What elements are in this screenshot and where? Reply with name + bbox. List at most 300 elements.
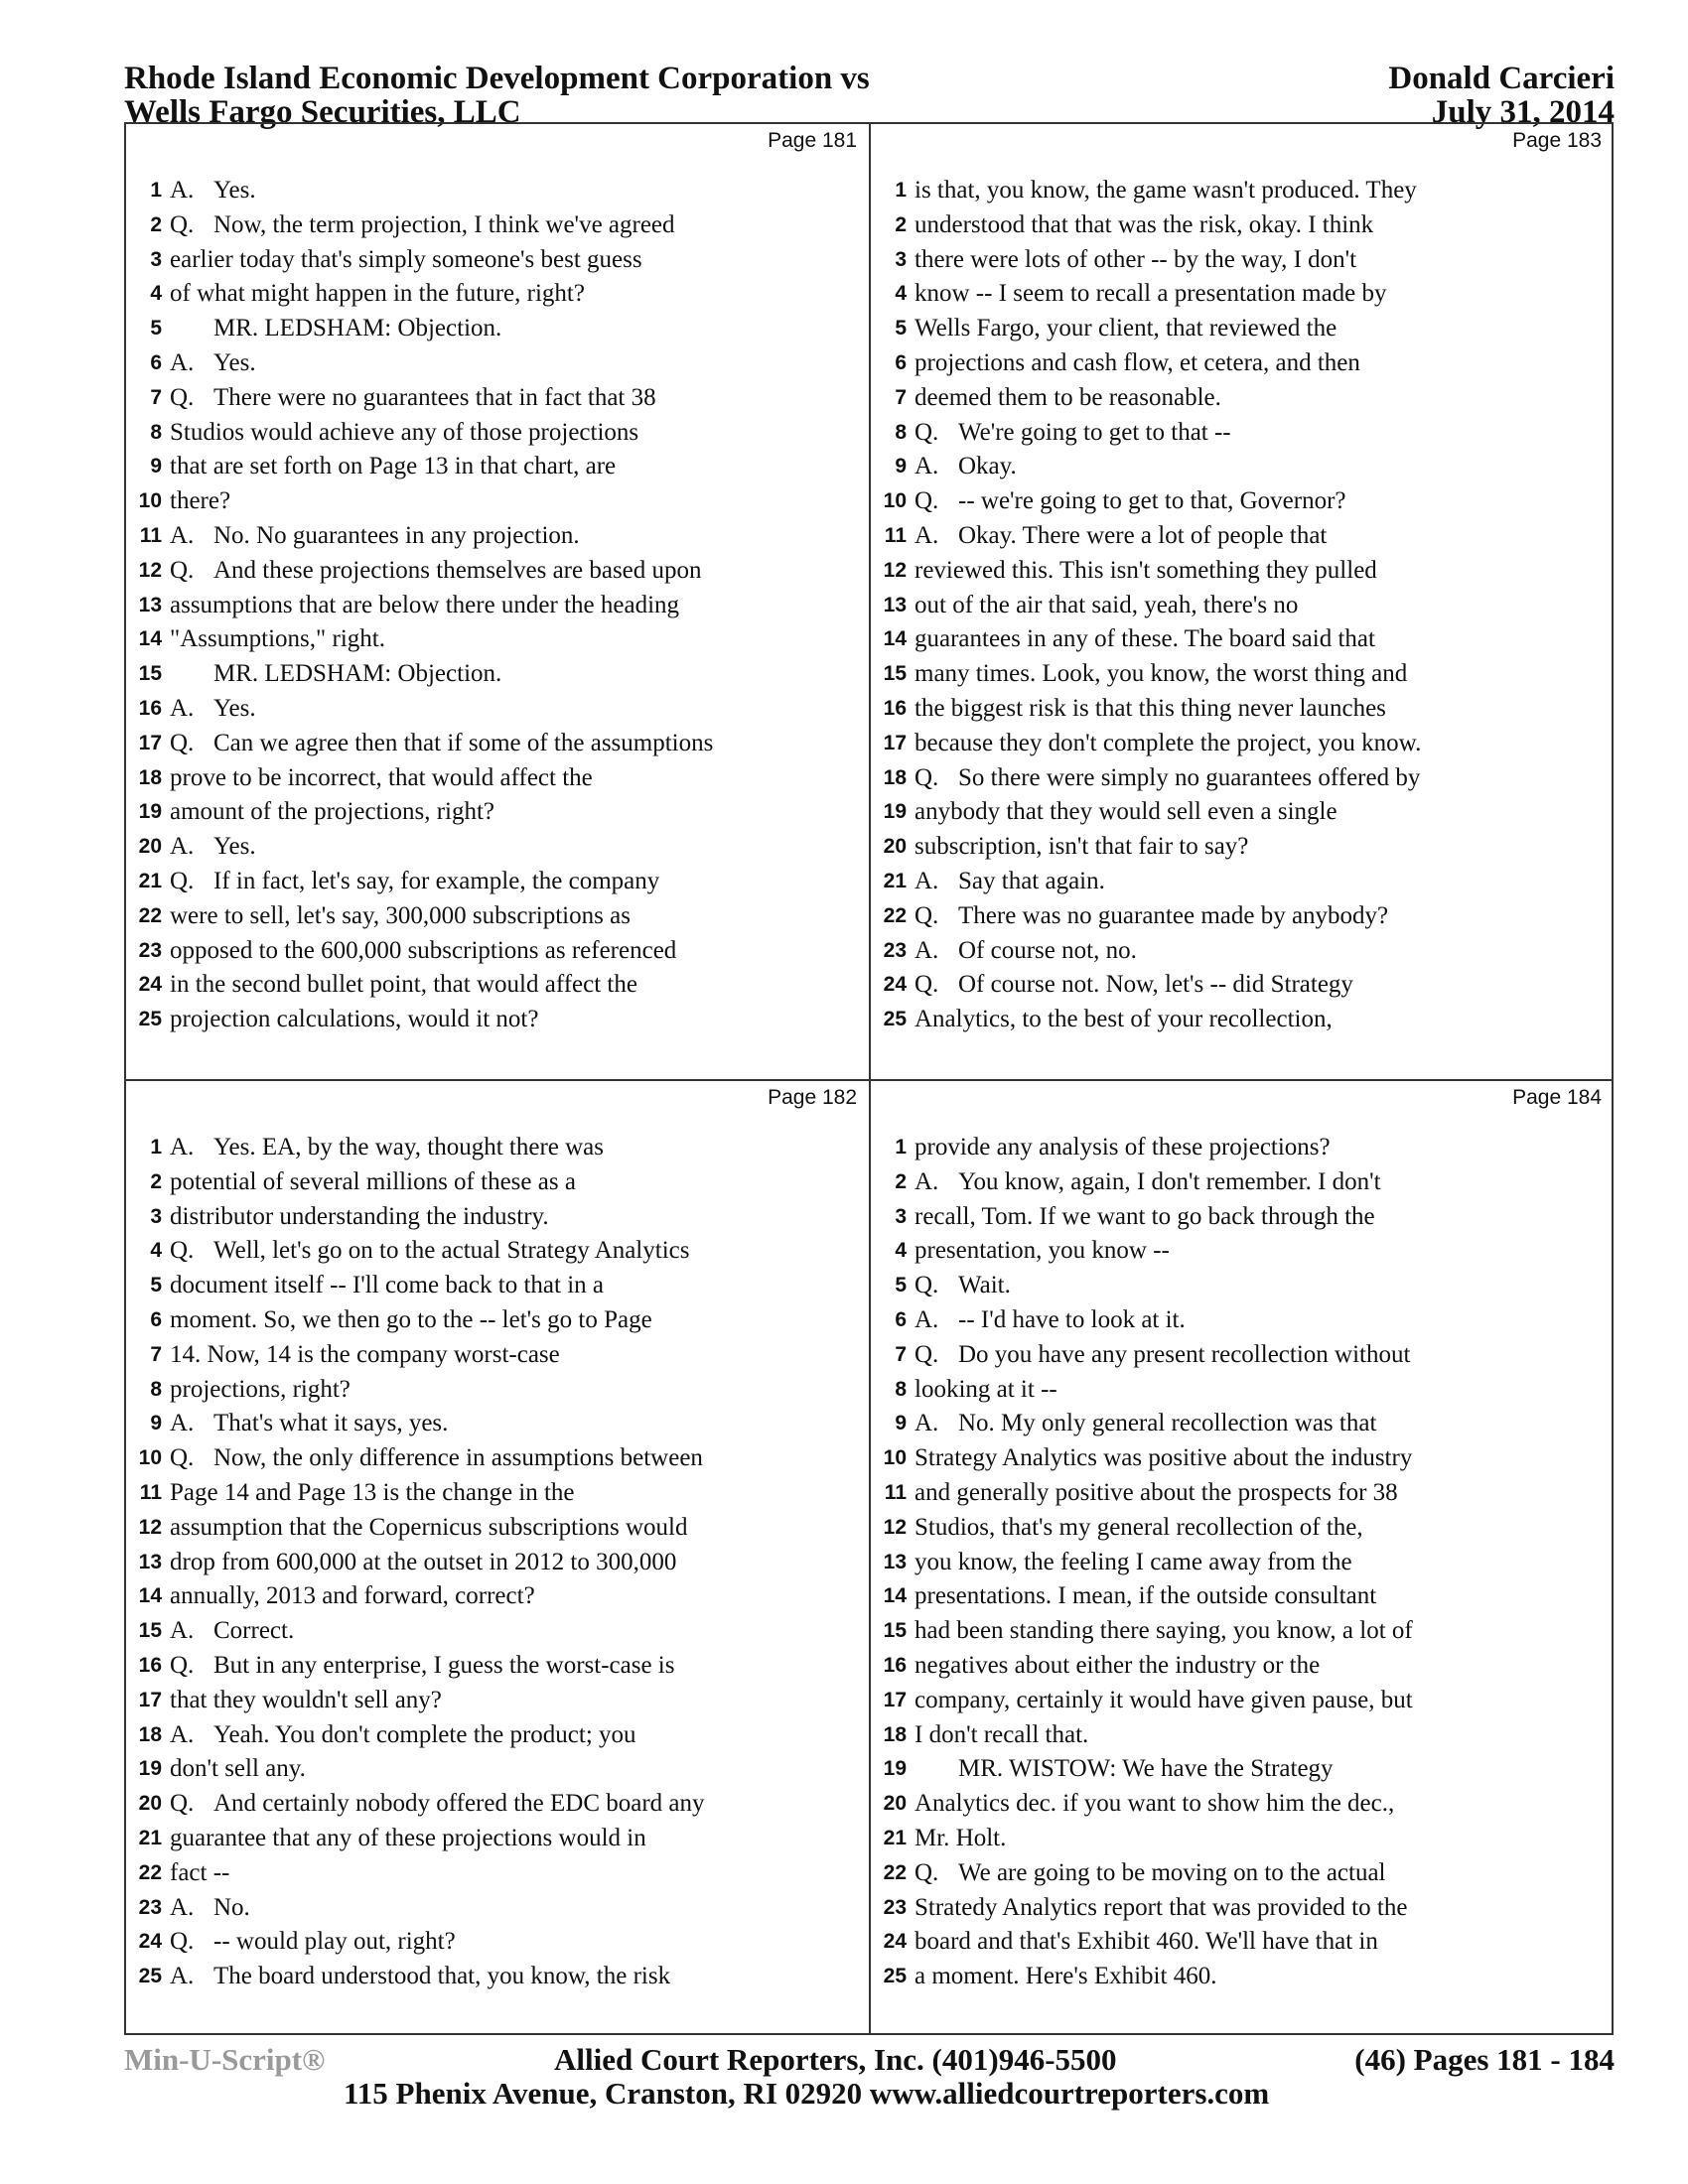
- transcript-line: [126, 174, 869, 208]
- line-number: 12: [138, 558, 162, 582]
- transcript-line: [126, 1269, 869, 1303]
- footer-address: 115 Phenix Avenue, Cranston, RI 02920 www.alliedcourtreporters.com: [344, 2076, 1270, 2111]
- line-text: many times. Look, you know, the worst thing and: [914, 660, 1408, 688]
- transcript-line: [126, 1579, 869, 1614]
- line-number: 2: [895, 1169, 907, 1193]
- line-number: 18: [138, 1722, 162, 1746]
- transcript-line: [126, 1891, 869, 1926]
- transcript-line: [871, 381, 1614, 416]
- transcript-line: [126, 934, 869, 969]
- line-number: 20: [138, 835, 162, 859]
- transcript-line: [126, 277, 869, 312]
- speaker-marker: Q.: [170, 556, 195, 584]
- line-number: 5: [150, 317, 162, 341]
- line-text: And certainly nobody offered the EDC board any: [213, 1790, 705, 1818]
- line-number: 14: [138, 627, 162, 651]
- transcript-line: [871, 727, 1614, 761]
- line-text: Yes.: [213, 177, 256, 204]
- line-number: 4: [895, 1239, 907, 1263]
- speaker-marker: Q.: [914, 418, 939, 446]
- line-number: 9: [895, 455, 907, 478]
- line-text: 14. Now, 14 is the company worst-case: [170, 1340, 560, 1368]
- transcript-line: [126, 381, 869, 416]
- line-text: No.: [213, 1893, 250, 1921]
- line-number: 12: [883, 1515, 907, 1539]
- transcript-line: [871, 1200, 1614, 1235]
- footer-brand: Min-U-Script®: [124, 2042, 326, 2077]
- line-number: 15: [138, 1619, 162, 1643]
- transcript-line: [871, 795, 1614, 830]
- line-text: Studios would achieve any of those projections: [170, 418, 639, 446]
- line-number: 22: [138, 1860, 162, 1884]
- speaker-marker: Q.: [914, 1340, 939, 1368]
- line-number: 23: [138, 1895, 162, 1919]
- line-number: 6: [150, 350, 162, 374]
- transcript-line: [871, 1303, 1614, 1338]
- transcript-line: [126, 1752, 869, 1787]
- transcript-line: [871, 1891, 1614, 1926]
- speaker-marker: A.: [170, 177, 195, 204]
- line-text: assumption that the Copernicus subscriptions would: [170, 1513, 688, 1541]
- line-text: drop from 600,000 at the outset in 2012 to 300,000: [170, 1548, 677, 1575]
- transcript-line: [126, 1165, 869, 1200]
- line-number: 18: [138, 765, 162, 789]
- line-number: 24: [138, 973, 162, 997]
- line-number: 8: [150, 420, 162, 444]
- line-text: had been standing there saying, you know, a lot of: [914, 1617, 1413, 1645]
- line-text: board and that's Exhibit 460. We'll have that in: [914, 1928, 1378, 1956]
- line-text: of what might happen in the future, right?: [170, 280, 585, 308]
- line-number: 3: [895, 247, 907, 271]
- line-text: provide any analysis of these projections?: [914, 1134, 1331, 1160]
- line-number: 20: [138, 1792, 162, 1816]
- speaker-marker: Q.: [170, 729, 195, 756]
- transcript-line: [871, 1269, 1614, 1303]
- line-text: Okay. There were a lot of people that: [958, 521, 1328, 549]
- transcript-line: [126, 346, 869, 381]
- line-text: is that, you know, the game wasn't produced. They: [914, 177, 1417, 204]
- speaker-marker: Q.: [170, 867, 195, 894]
- transcript-line: [126, 1822, 869, 1856]
- transcript-lines: [126, 1131, 869, 1994]
- deponent-name: Donald Carcieri: [1388, 61, 1615, 96]
- transcript-line: [126, 1511, 869, 1546]
- line-text: don't sell any.: [170, 1755, 306, 1783]
- line-text: I don't recall that.: [914, 1720, 1089, 1748]
- speaker-marker: Q.: [170, 1651, 195, 1679]
- speaker-marker: A.: [170, 1410, 195, 1437]
- line-text: Mr. Holt.: [914, 1824, 1007, 1851]
- line-number: 25: [138, 1965, 162, 1988]
- transcript-line: [871, 830, 1614, 865]
- speaker-marker: Q.: [914, 901, 939, 929]
- transcript-line: [126, 1303, 869, 1338]
- transcript-line: [126, 795, 869, 830]
- line-text: subscription, isn't that fair to say?: [914, 833, 1249, 861]
- transcript-line: [871, 1511, 1614, 1546]
- line-number: 1: [150, 1136, 162, 1159]
- line-text: negatives about either the industry or the: [914, 1651, 1321, 1679]
- transcript-line: [871, 450, 1614, 484]
- line-text: annually, 2013 and forward, correct?: [170, 1582, 535, 1610]
- line-text: distributor understanding the industry.: [170, 1202, 549, 1230]
- line-number: 11: [884, 1480, 907, 1504]
- line-text: Wait.: [958, 1272, 1011, 1299]
- line-text: guarantee that any of these projections would in: [170, 1824, 646, 1851]
- transcript-line: [871, 174, 1614, 208]
- speaker-marker: A.: [914, 521, 939, 549]
- transcript-line: [126, 1546, 869, 1580]
- line-number: 12: [138, 1515, 162, 1539]
- line-number: 16: [883, 696, 907, 720]
- line-text: earlier today that's simply someone's best guess: [170, 245, 642, 273]
- transcript-line: [871, 1003, 1614, 1037]
- line-text: fact --: [170, 1858, 230, 1886]
- line-text: Of course not. Now, let's -- did Strategy: [958, 971, 1353, 999]
- line-number: 20: [883, 835, 907, 859]
- line-text: The board understood that, you know, the risk: [213, 1963, 671, 1990]
- line-text: But in any enterprise, I guess the worst-case is: [213, 1651, 675, 1679]
- line-text: MR. WISTOW: We have the Strategy: [958, 1755, 1334, 1783]
- line-number: 3: [895, 1204, 907, 1228]
- line-number: 10: [138, 1446, 162, 1470]
- speaker-marker: A.: [170, 1617, 195, 1645]
- transcript-line: [871, 1407, 1614, 1441]
- line-number: 15: [883, 662, 907, 686]
- transcript-line: [126, 1856, 869, 1891]
- line-text: There was no guarantee made by anybody?: [958, 901, 1389, 929]
- transcript-line: [871, 554, 1614, 589]
- line-number: 10: [138, 489, 162, 513]
- speaker-marker: Q.: [914, 1858, 939, 1886]
- line-number: 2: [150, 1169, 162, 1193]
- line-text: We are going to be moving on to the actual: [958, 1858, 1386, 1886]
- speaker-marker: Q.: [170, 383, 195, 411]
- line-number: 25: [883, 1008, 907, 1031]
- line-number: 23: [138, 938, 162, 962]
- line-number: 19: [138, 800, 162, 824]
- line-number: 15: [138, 662, 162, 686]
- transcript-page: [126, 124, 869, 1079]
- line-number: 24: [883, 973, 907, 997]
- line-text: No. No guarantees in any projection.: [213, 521, 580, 549]
- line-number: 6: [895, 1307, 907, 1331]
- transcript-line: [126, 1684, 869, 1718]
- line-number: 9: [150, 1412, 162, 1435]
- transcript-line: [871, 208, 1614, 243]
- line-number: 19: [883, 1757, 907, 1781]
- case-caption-line2: Wells Fargo Securities, LLC: [124, 94, 521, 130]
- transcript-line: [871, 968, 1614, 1003]
- transcript-line: [126, 243, 869, 278]
- transcript-line: [126, 312, 869, 346]
- line-text: Yes.: [213, 348, 256, 376]
- line-text: Analytics dec. if you want to show him the dec.,: [914, 1790, 1395, 1818]
- transcript-line: [871, 1165, 1614, 1200]
- speaker-marker: Q.: [914, 1272, 939, 1299]
- line-number: 7: [150, 1342, 162, 1366]
- transcript-line: [126, 899, 869, 934]
- line-number: 13: [138, 1550, 162, 1573]
- transcript-line: [871, 622, 1614, 657]
- line-text: moment. So, we then go to the -- let's go to Page: [170, 1305, 652, 1333]
- transcript-line: [126, 416, 869, 451]
- line-text: Okay.: [958, 453, 1017, 480]
- line-text: a moment. Here's Exhibit 460.: [914, 1963, 1217, 1990]
- line-number: 14: [138, 1584, 162, 1608]
- transcript-line: [126, 727, 869, 761]
- line-text: Page 14 and Page 13 is the change in the: [170, 1478, 575, 1506]
- line-text: Well, let's go on to the actual Strategy Analytics: [213, 1237, 690, 1265]
- line-text: projections and cash flow, et cetera, and then: [914, 348, 1360, 376]
- line-number: 10: [883, 489, 907, 513]
- transcript-line: [126, 1649, 869, 1684]
- line-number: 1: [895, 1136, 907, 1159]
- line-number: 13: [883, 1550, 907, 1573]
- line-number: 9: [895, 1412, 907, 1435]
- transcript-page: [126, 1081, 869, 2036]
- transcript-line: [871, 934, 1614, 969]
- line-text: out of the air that said, yeah, there's no: [914, 591, 1299, 618]
- transcript-lines: [871, 174, 1614, 1037]
- speaker-marker: Q.: [170, 1444, 195, 1472]
- line-text: know -- I seem to recall a presentation made by: [914, 280, 1387, 308]
- line-number: 21: [883, 869, 907, 892]
- speaker-marker: A.: [170, 521, 195, 549]
- line-number: 22: [883, 1860, 907, 1884]
- line-number: 6: [895, 350, 907, 374]
- line-text: were to sell, let's say, 300,000 subscriptions as: [170, 901, 631, 929]
- transcript-line: [871, 346, 1614, 381]
- transcript-line: [126, 865, 869, 899]
- line-text: that they wouldn't sell any?: [170, 1686, 442, 1713]
- speaker-marker: Q.: [914, 763, 939, 791]
- line-text: understood that that was the risk, okay. I think: [914, 210, 1374, 238]
- line-number: 2: [150, 212, 162, 236]
- speaker-marker: A.: [914, 936, 939, 964]
- line-number: 23: [883, 1895, 907, 1919]
- line-text: MR. LEDSHAM: Objection.: [213, 660, 502, 688]
- transcript-line: [871, 1546, 1614, 1580]
- transcript-line: [871, 1373, 1614, 1408]
- line-text: Can we agree then that if some of the assumptions: [213, 729, 714, 756]
- transcript-line: [126, 761, 869, 796]
- line-number: 7: [150, 385, 162, 409]
- transcript-line: [871, 312, 1614, 346]
- transcript-grid: [124, 122, 1614, 2035]
- speaker-marker: Q.: [914, 971, 939, 999]
- speaker-marker: A.: [914, 867, 939, 894]
- transcript-line: [871, 519, 1614, 554]
- line-number: 18: [883, 1722, 907, 1746]
- line-number: 3: [150, 1204, 162, 1228]
- line-text: Do you have any present recollection without: [958, 1340, 1411, 1368]
- line-text: There were no guarantees that in fact that 38: [213, 383, 656, 411]
- line-text: guarantees in any of these. The board said that: [914, 625, 1375, 653]
- line-number: 22: [883, 903, 907, 927]
- transcript-line: [126, 657, 869, 692]
- line-text: company, certainly it would have given pause, but: [914, 1686, 1413, 1713]
- line-text: Now, the term projection, I think we've agreed: [213, 210, 675, 238]
- speaker-marker: A.: [914, 1305, 939, 1333]
- line-number: 7: [895, 385, 907, 409]
- line-number: 1: [895, 179, 907, 202]
- deposition-date: July 31, 2014: [1431, 94, 1615, 130]
- transcript-line: [126, 554, 869, 589]
- line-number: 15: [883, 1619, 907, 1643]
- line-text: Strategy Analytics was positive about the industry: [914, 1444, 1413, 1472]
- line-text: assumptions that are below there under the heading: [170, 591, 680, 618]
- line-text: projections, right?: [170, 1375, 351, 1403]
- transcript-line: [871, 1787, 1614, 1822]
- line-number: 17: [138, 731, 162, 754]
- transcript-line: [871, 1925, 1614, 1960]
- transcript-line: [126, 589, 869, 623]
- line-number: 11: [139, 523, 162, 547]
- line-number: 21: [138, 869, 162, 892]
- transcript-line: [126, 830, 869, 865]
- line-text: prove to be incorrect, that would affect the: [170, 763, 593, 791]
- transcript-line: [126, 1003, 869, 1037]
- line-number: 4: [150, 1239, 162, 1263]
- line-text: We're going to get to that --: [958, 418, 1231, 446]
- line-text: reviewed this. This isn't something they pulled: [914, 556, 1377, 584]
- line-number: 24: [883, 1930, 907, 1954]
- line-number: 14: [883, 1584, 907, 1608]
- line-text: -- would play out, right?: [213, 1928, 456, 1956]
- line-number: 17: [138, 1688, 162, 1711]
- line-number: 13: [883, 593, 907, 616]
- transcript-line: [126, 968, 869, 1003]
- line-text: presentation, you know --: [914, 1237, 1170, 1265]
- line-number: 7: [895, 1342, 907, 1366]
- line-number: 17: [883, 731, 907, 754]
- line-text: document itself -- I'll come back to that in a: [170, 1272, 604, 1299]
- transcript-line: [126, 622, 869, 657]
- speaker-marker: A.: [170, 1893, 195, 1921]
- line-text: Stratedy Analytics report that was provided to the: [914, 1893, 1408, 1921]
- line-text: You know, again, I don't remember. I don't: [958, 1167, 1381, 1195]
- case-caption-line1: Rhode Island Economic Development Corporation vs: [124, 61, 870, 96]
- line-text: projection calculations, would it not?: [170, 1006, 539, 1033]
- line-text: Yes.: [213, 694, 256, 722]
- line-number: 25: [138, 1008, 162, 1031]
- line-number: 18: [883, 765, 907, 789]
- transcript-line: [126, 519, 869, 554]
- line-text: there were lots of other -- by the way, I don't: [914, 245, 1357, 273]
- line-number: 11: [884, 523, 907, 547]
- page-number: Page 182: [768, 1086, 857, 1109]
- transcript-line: [871, 692, 1614, 727]
- transcript-line: [126, 1234, 869, 1269]
- line-text: "Assumptions," right.: [170, 625, 385, 653]
- speaker-marker: A.: [170, 1963, 195, 1990]
- transcript-line: [126, 1441, 869, 1476]
- transcript-lines: [871, 1131, 1614, 1994]
- line-number: 5: [895, 1274, 907, 1297]
- speaker-marker: A.: [914, 1410, 939, 1437]
- transcript-line: [126, 1338, 869, 1373]
- transcript-line: [871, 589, 1614, 623]
- transcript-line: [871, 1579, 1614, 1614]
- line-number: 12: [883, 558, 907, 582]
- transcript-line: [126, 484, 869, 519]
- line-text: And these projections themselves are based upon: [213, 556, 702, 584]
- line-number: 22: [138, 903, 162, 927]
- line-number: 21: [883, 1826, 907, 1849]
- line-text: amount of the projections, right?: [170, 798, 495, 826]
- transcript-line: [871, 1684, 1614, 1718]
- line-text: anybody that they would sell even a single: [914, 798, 1337, 826]
- speaker-marker: Q.: [914, 487, 939, 515]
- line-number: 5: [150, 1274, 162, 1297]
- transcript-page: [871, 124, 1614, 1079]
- line-number: 14: [883, 627, 907, 651]
- transcript-line: [871, 865, 1614, 899]
- line-text: presentations. I mean, if the outside consultant: [914, 1582, 1377, 1610]
- transcript-line: [871, 1752, 1614, 1787]
- transcript-line: [126, 1925, 869, 1960]
- line-text: looking at it --: [914, 1375, 1057, 1403]
- transcript-line: [126, 208, 869, 243]
- transcript-line: [871, 1856, 1614, 1891]
- transcript-line: [871, 1614, 1614, 1649]
- line-text: deemed them to be reasonable.: [914, 383, 1221, 411]
- line-text: you know, the feeling I came away from the: [914, 1548, 1352, 1575]
- line-text: MR. LEDSHAM: Objection.: [213, 315, 502, 342]
- transcript-line: [871, 1441, 1614, 1476]
- footer-page-range: (46) Pages 181 - 184: [1354, 2042, 1615, 2077]
- line-number: 2: [895, 212, 907, 236]
- line-number: 4: [895, 282, 907, 306]
- transcript-lines: [126, 174, 869, 1037]
- transcript-line: [126, 1614, 869, 1649]
- footer-company: Allied Court Reporters, Inc. (401)946-5500: [554, 2042, 1117, 2077]
- speaker-marker: A.: [170, 833, 195, 861]
- line-number: 5: [895, 317, 907, 341]
- line-text: Yes.: [213, 833, 256, 861]
- line-text: in the second bullet point, that would affect the: [170, 971, 637, 999]
- transcript-line: [126, 1373, 869, 1408]
- line-text: Say that again.: [958, 867, 1105, 894]
- line-text: and generally positive about the prospects for 38: [914, 1478, 1398, 1506]
- speaker-marker: A.: [914, 1167, 939, 1195]
- transcript-line: [126, 1476, 869, 1511]
- transcript-line: [871, 1234, 1614, 1269]
- line-number: 16: [883, 1653, 907, 1677]
- page-number: Page 184: [1512, 1086, 1602, 1109]
- line-text: No. My only general recollection was that: [958, 1410, 1377, 1437]
- speaker-marker: A.: [170, 1134, 195, 1160]
- speaker-marker: Q.: [170, 1928, 195, 1956]
- transcript-line: [871, 899, 1614, 934]
- line-number: 13: [138, 593, 162, 616]
- line-number: 6: [150, 1307, 162, 1331]
- line-number: 24: [138, 1930, 162, 1954]
- line-number: 20: [883, 1792, 907, 1816]
- line-number: 16: [138, 696, 162, 720]
- line-text: there?: [170, 487, 231, 515]
- transcript-page: [871, 1081, 1614, 2036]
- line-text: Correct.: [213, 1617, 295, 1645]
- page-number: Page 181: [768, 129, 857, 152]
- line-number: 16: [138, 1653, 162, 1677]
- transcript-line: [126, 692, 869, 727]
- transcript-line: [871, 1718, 1614, 1753]
- line-text: because they don't complete the project, you know.: [914, 729, 1422, 756]
- line-number: 21: [138, 1826, 162, 1849]
- transcript-line: [871, 1338, 1614, 1373]
